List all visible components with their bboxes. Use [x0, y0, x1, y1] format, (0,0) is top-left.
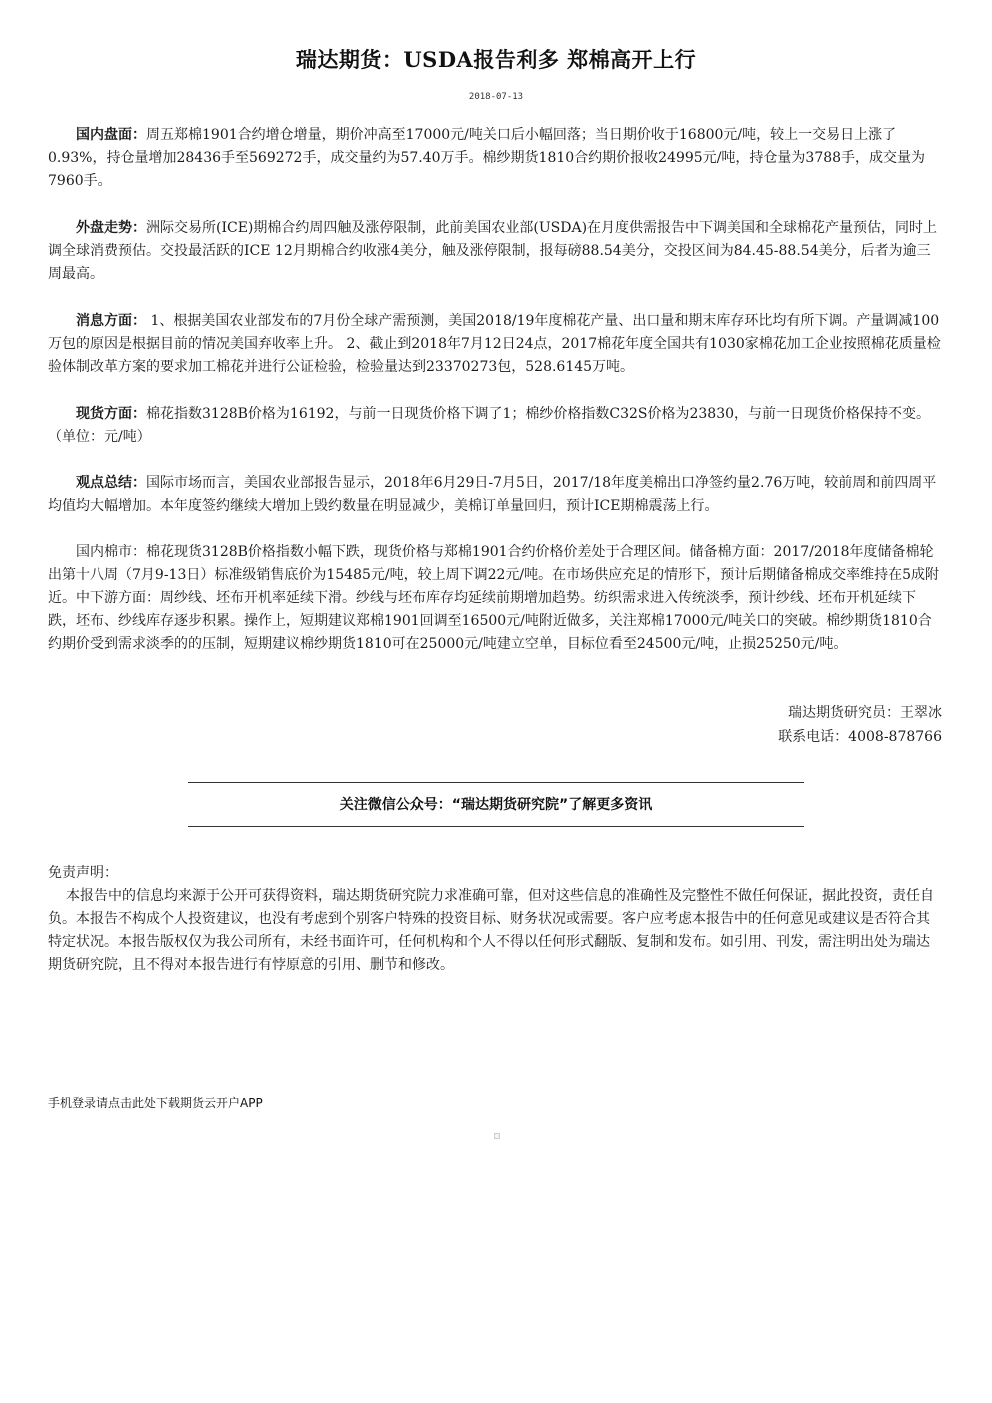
section-lead: 国内盘面：: [76, 127, 146, 143]
section-domestic-cotton: [48, 541, 942, 656]
section-text: 洲际交易所(ICE)期棉合约周四触及涨停限制，此前美国农业部(USDA)在月度供需报告中下调美国和全球棉花产量预估，同时上调全球消费预估。交投最活跃的ICE 12月期棉合约收涨4美分，触及涨停限制，报每磅88.54美分，交投区间为84.45-88.54美分，后者为逾三周最高。: [48, 220, 938, 282]
download-app-link[interactable]: 手机登录请点击此处下载期货云开户APP: [48, 1096, 263, 1110]
section-news: [48, 310, 942, 379]
divider-bottom: [188, 826, 804, 827]
report-date: 2018-07-13: [468, 92, 524, 102]
section-external-market: [48, 217, 942, 286]
section-text: 国际市场而言，美国农业部报告显示，2018年6月29日-7月5日，2017/18年度美棉出口净签约量2.76万吨，较前周和前四周平均值均大幅增加。本年度签约继续大增加上毁约数量在明显减少，美棉订单量回归，预计ICE期棉震荡上行。: [48, 475, 937, 514]
contact-phone: 联系电话：4008-878766: [778, 729, 942, 745]
section-text: 棉花指数3128B价格为16192，与前一日现货价格下调了1；棉纱价格指数C32S价格为23830，与前一日现货价格保持不变。（单位：元/吨）: [48, 406, 931, 445]
section-text: 1、根据美国农业部发布的7月份全球产需预测，美国2018/19年度棉花产量、出口量和期末库存环比均有所下调。产量调减100万包的原因是根据目前的情况美国弃收率上升。 2、截止到2018年7月12日24点，2017棉花年度全国共有1030家棉花加工企业按照棉花质量检验体制改革方案的要求加工棉花并进行公证检验，检验量达到23370273包，528.6145万吨。: [48, 313, 941, 375]
report-title: 瑞达期货：USDA报告利多 郑棉高开上行: [295, 47, 697, 72]
disclaimer-title: 免责声明：: [48, 865, 118, 881]
section-lead: 外盘走势：: [76, 220, 146, 236]
section-lead: 消息方面：: [76, 313, 146, 329]
wechat-notice: 关注微信公众号：“瑞达期货研究院”了解更多资讯: [339, 797, 653, 813]
section-summary: [48, 472, 942, 518]
disclaimer-text: 本报告中的信息均来源于公开可获得资料，瑞达期货研究院力求准确可靠，但对这些信息的准确性及完整性不做任何保证，据此投资，责任自负。本报告不构成个人投资建议，也没有考虑到个别客户特殊的投资目标、财务状况或需要。客户应考虑本报告中的任何意见或建议是否符合其特定状况。本报告版权仅为我公司所有，未经书面许可，任何机构和个人不得以任何形式翻版、复制和发布。如引用、刊发，需注明出处为瑞达期货研究院，且不得对本报告进行有悖原意的引用、删节和修改。: [48, 888, 934, 973]
section-domestic-market: [48, 124, 942, 193]
section-spot: [48, 403, 942, 449]
researcher-name: 瑞达期货研究员：王翠冰: [788, 705, 942, 721]
page-marker: [494, 1133, 500, 1139]
section-lead: 观点总结：: [76, 475, 146, 491]
divider-top: [188, 782, 804, 783]
section-lead: 现货方面：: [76, 406, 146, 422]
section-text: 国内棉市：棉花现货3128B价格指数小幅下跌，现货价格与郑棉1901合约价格价差处于合理区间。储备棉方面：2017/2018年度储备棉轮出第十八周（7月9-13日）标准级销售底价为15485元/吨，较上周下调22元/吨。在市场供应充足的情形下，预计后期储备棉成交率维持在5成附近。中下游方面：周纱线、坯布开机率延续下滑。纱线与坯布库存均延续前期增加趋势。纺织需求进入传统淡季，预计纱线、坯布开机延续下跌，坯布、纱线库存逐步积累。操作上，短期建议郑棉1901回调至16500元/吨附近做多，关注郑棉17000元/吨关口的突破。棉纱期货1810合约期价受到需求淡季的的压制，短期建议棉纱期货1810可在25000元/吨建立空单，目标位看至24500元/吨，止损25250元/吨。: [48, 544, 940, 652]
section-text: 周五郑棉1901合约增仓增量，期价冲高至17000元/吨关口后小幅回落；当日期价收于16800元/吨，较上一交易日上涨了0.93%，持仓量增加28436手至569272手，成交量约为57.40万手。棉纱期货1810合约期价报收24995元/吨，持仓量为3788手，成交量为7960手。: [48, 127, 926, 189]
